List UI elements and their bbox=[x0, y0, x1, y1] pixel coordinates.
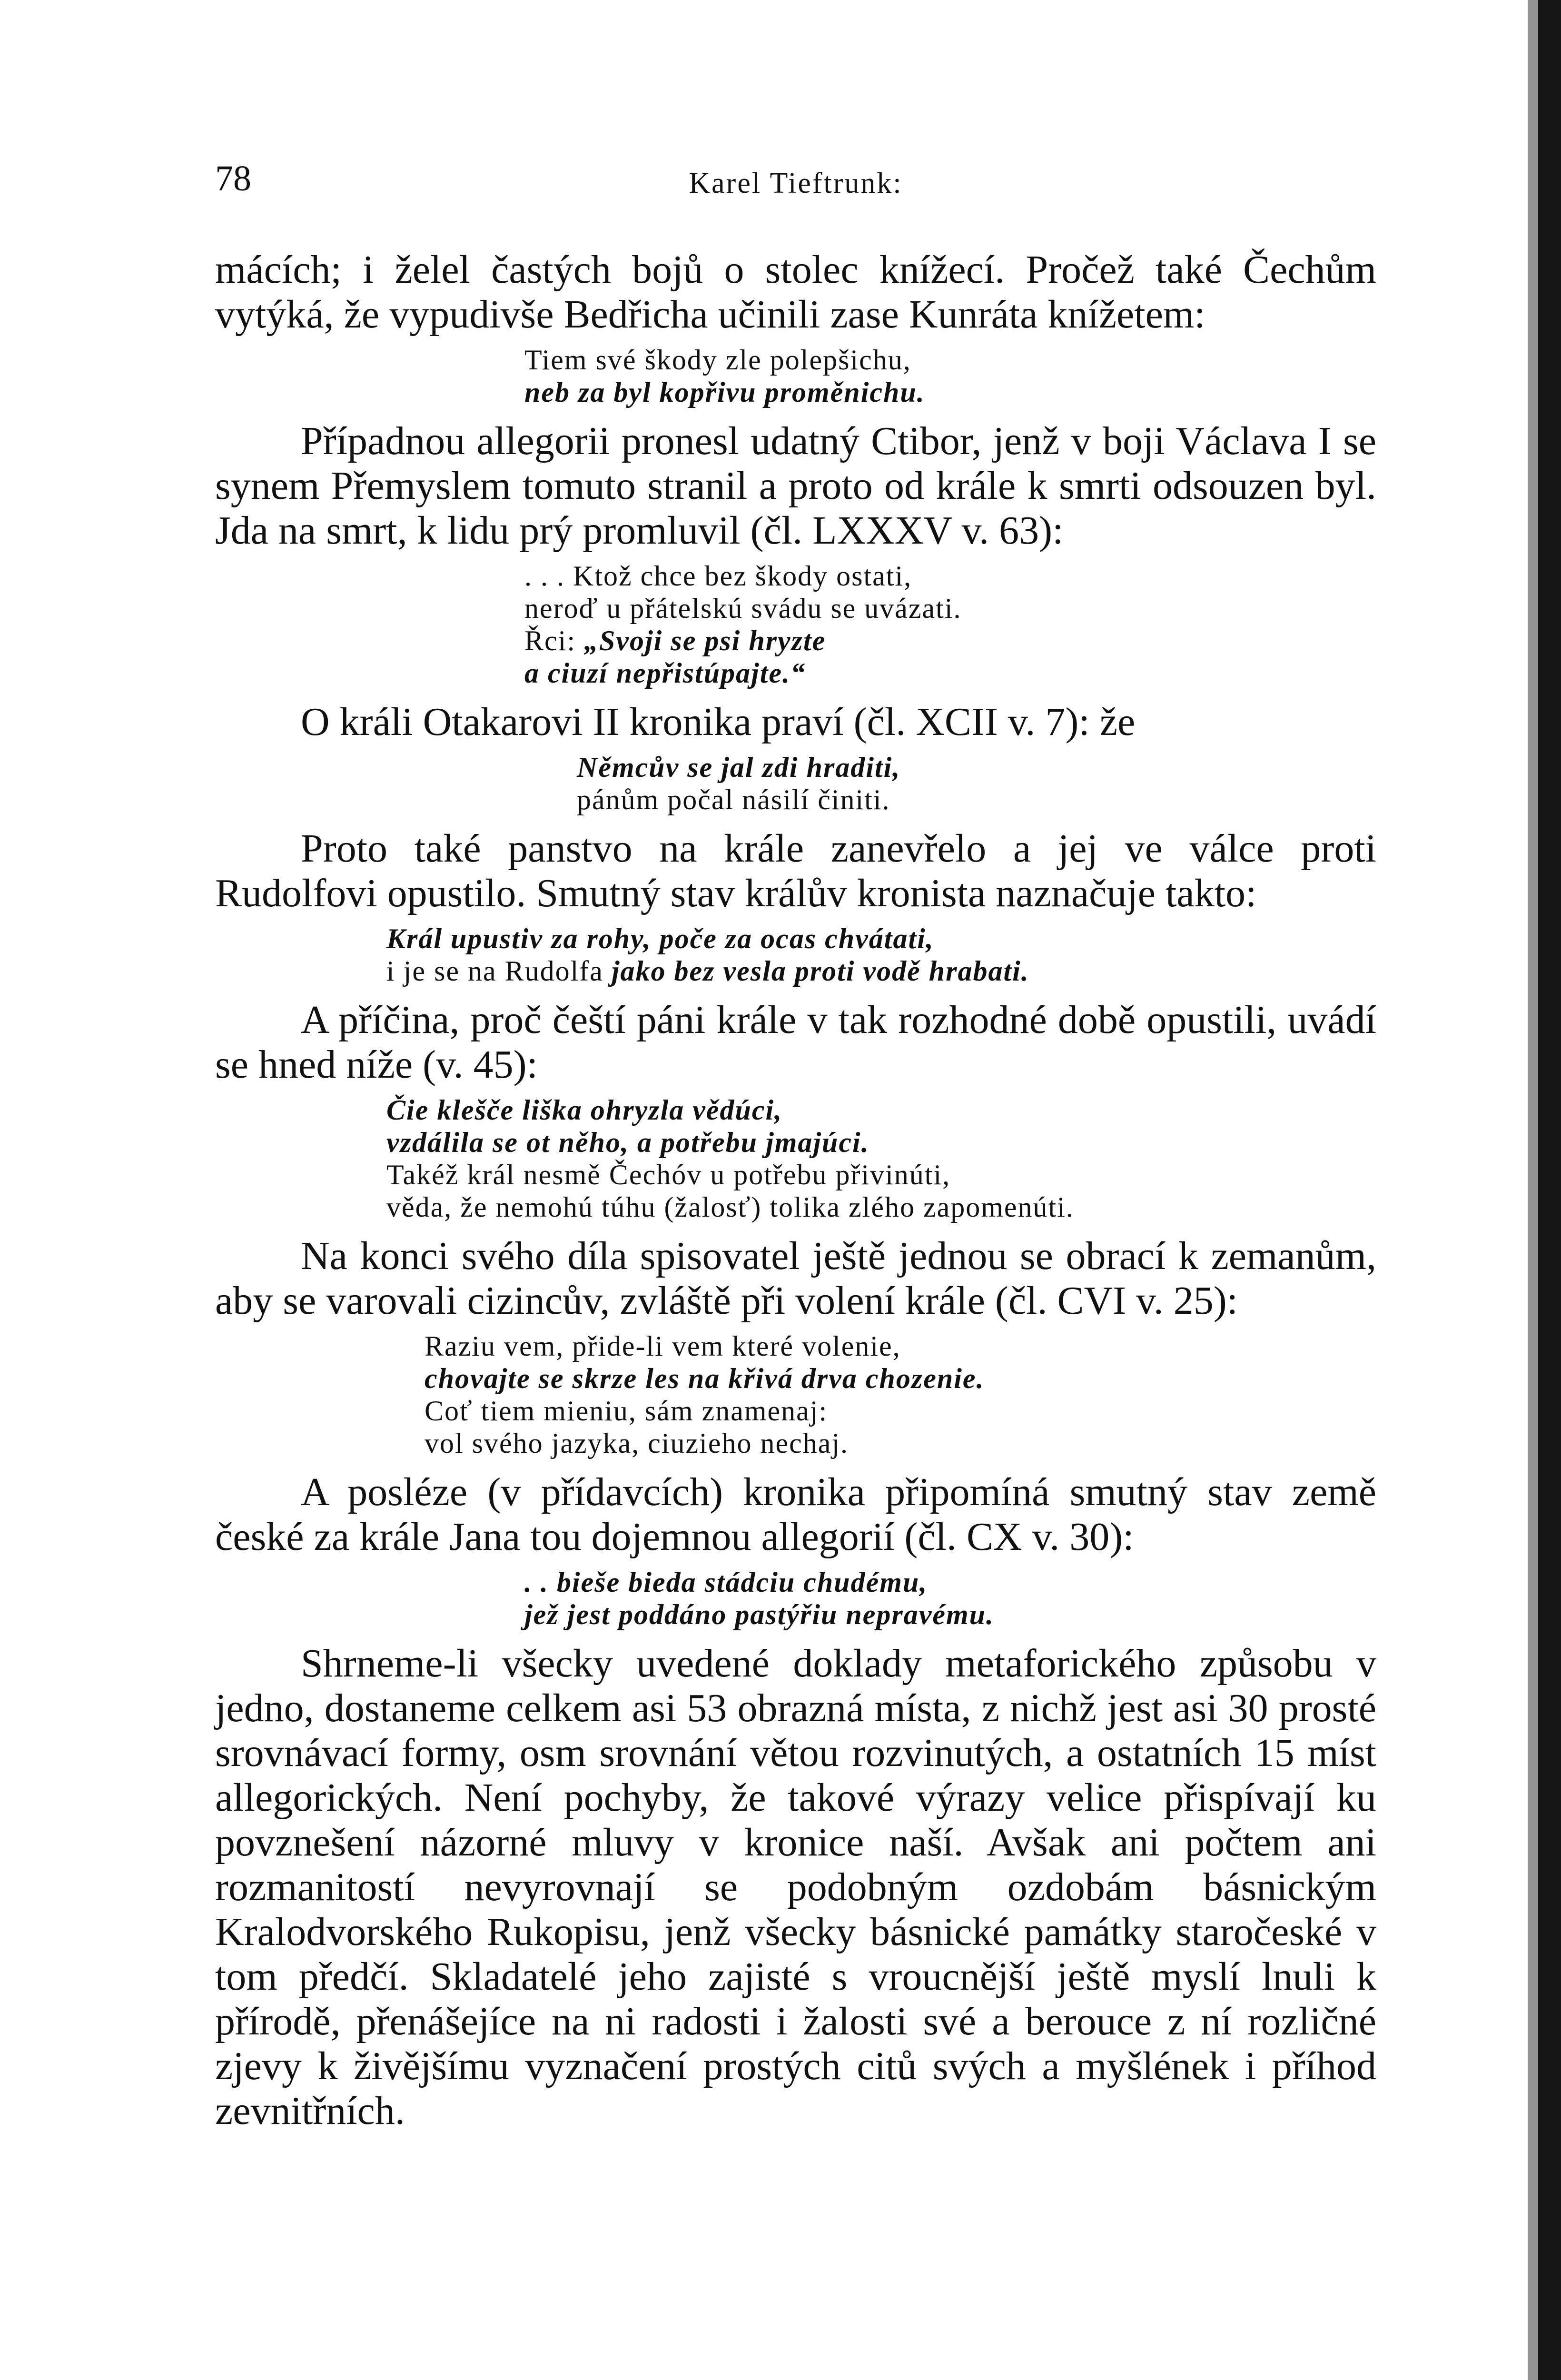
verse-quote-1 bbox=[524, 344, 1376, 408]
verse-quote-7 bbox=[524, 1566, 1376, 1631]
paragraph-3: O králi Otakarovi II kronika praví (čl. XCII v. 7): že bbox=[301, 700, 1136, 744]
verse-line bbox=[386, 955, 1376, 987]
verse-quote-2 bbox=[524, 560, 1376, 689]
scan-edge bbox=[1538, 0, 1561, 2380]
page-number: 78 bbox=[215, 159, 251, 198]
verse-quote-6 bbox=[425, 1330, 1376, 1459]
page-body bbox=[215, 248, 1376, 2133]
paragraph-7: A posléze (v přídavcích) kronika připomíná smutný stav země české za krále Jana tou dojemnou allegorií (čl. CX v. 30): bbox=[215, 1470, 1376, 1559]
verse-line: neb za byl kopřivu proměnichu. bbox=[524, 377, 925, 408]
verse-line: Čie klešče liška ohryzla vědúci, bbox=[386, 1094, 783, 1126]
verse-line: a ciuzí nepřistúpajte.“ bbox=[524, 657, 806, 689]
paragraph-4: Proto také panstvo na krále zanevřelo a jej ve válce proti Rudolfovi opustilo. Smutný stav králův kronista naznačuje takto: bbox=[215, 826, 1376, 915]
verse-fragment: i je se na Rudolfa bbox=[386, 955, 612, 987]
page-header bbox=[215, 158, 1376, 210]
verse-line bbox=[524, 625, 1376, 657]
verse-quote-5 bbox=[386, 1094, 1376, 1223]
scan-edge-shadow bbox=[1528, 0, 1538, 2380]
verse-line: vzdálila se ot něho, a potřebu jmajúci. bbox=[386, 1127, 869, 1158]
paragraph-6: Na konci svého díla spisovatel ještě jednou se obrací k zemanům, aby se varovali cizincův, zvláště při volení krále (čl. CVI v. 25): bbox=[215, 1234, 1376, 1323]
verse-fragment-italic: „Svoji se psi hryzte bbox=[584, 625, 826, 656]
verse-line: věda, že nemohú túhu (žalosť) tolika zlého zapomenúti. bbox=[386, 1191, 1074, 1223]
verse-line: vol svého jazyka, ciuzieho nechaj. bbox=[425, 1428, 849, 1459]
verse-line: Král upustiv za rohy, poče za ocas chvátati, bbox=[386, 923, 934, 954]
paragraph-5: A příčina, proč čeští páni krále v tak rozhodné době opustili, uvádí se hned níže (v. 45): bbox=[215, 998, 1376, 1087]
verse-quote-4 bbox=[386, 922, 1376, 987]
verse-fragment-italic: jako bez vesla proti vodě hrabati. bbox=[611, 955, 1029, 987]
verse-line: . . . Ktož chce bez škody ostati, bbox=[524, 560, 912, 592]
verse-line: Takéž král nesmě Čechóv u potřebu přivinúti, bbox=[386, 1159, 951, 1190]
verse-quote-3 bbox=[577, 751, 1376, 816]
verse-line: neroď u přátelskú svádu se uvázati. bbox=[524, 593, 962, 624]
verse-line: Raziu vem, přide-li vem které volenie, bbox=[425, 1330, 901, 1362]
verse-line: Coť tiem mieniu, sám znamenaj: bbox=[425, 1395, 828, 1427]
verse-line: chovajte se skrze les na křivá drva chozenie. bbox=[425, 1363, 985, 1394]
verse-line: pánům počal násilí činiti. bbox=[577, 784, 890, 815]
verse-line: Tiem své škody zle polepšichu, bbox=[524, 344, 911, 376]
verse-line: . . bieše bieda stádciu chudému, bbox=[524, 1567, 928, 1598]
book-page bbox=[215, 129, 1376, 2318]
verse-fragment: Řci: bbox=[524, 625, 584, 656]
verse-line: jež jest poddáno pastýřiu nepravému. bbox=[524, 1599, 995, 1630]
verse-line: Němcův se jal zdi hraditi, bbox=[577, 752, 901, 783]
paragraph-2: Případnou allegorii pronesl udatný Ctibor, jenž v boji Václava I se synem Přemyslem tomuto stranil a proto od krále k smrti odsouzen byl. Jda na smrt, k lidu prý promluvil (čl. LXXXV v. 63): bbox=[215, 419, 1376, 553]
running-title: Karel Tieftrunk: bbox=[689, 167, 903, 199]
paragraph-8: Shrneme-li všecky uvedené doklady metaforického způsobu v jedno, dostaneme celkem asi 53 obrazná místa, z nichž jest asi 30 prosté srovnávací formy, osm srovnání větou rozvinutých, a ostatních 15 míst allegorických. Není pochyby, že takové výrazy velice přispívají ku povznešení názorné mluvy v kronice naší. Avšak ani počtem ani rozmanitostí nevyrovnají se podobným ozdobám básnickým Kralodvorského Rukopisu, jenž všecky básnické památky staročeské v tom předčí. Skladatelé jeho zajisté s vroucnější ještě myslí lnuli k přírodě, přenášejíce na ni radosti i žalosti své a berouce z ní rozličné zjevy k živějšímu vyznačení prostých citů svých a myšlének i příhod zevnitřních. bbox=[215, 1641, 1376, 2133]
paragraph-1: mácích; i želel častých bojů o stolec knížecí. Pročež také Čechům vytýká, že vypudivše Bedřicha učinili zase Kunráta knížetem: bbox=[215, 248, 1376, 337]
